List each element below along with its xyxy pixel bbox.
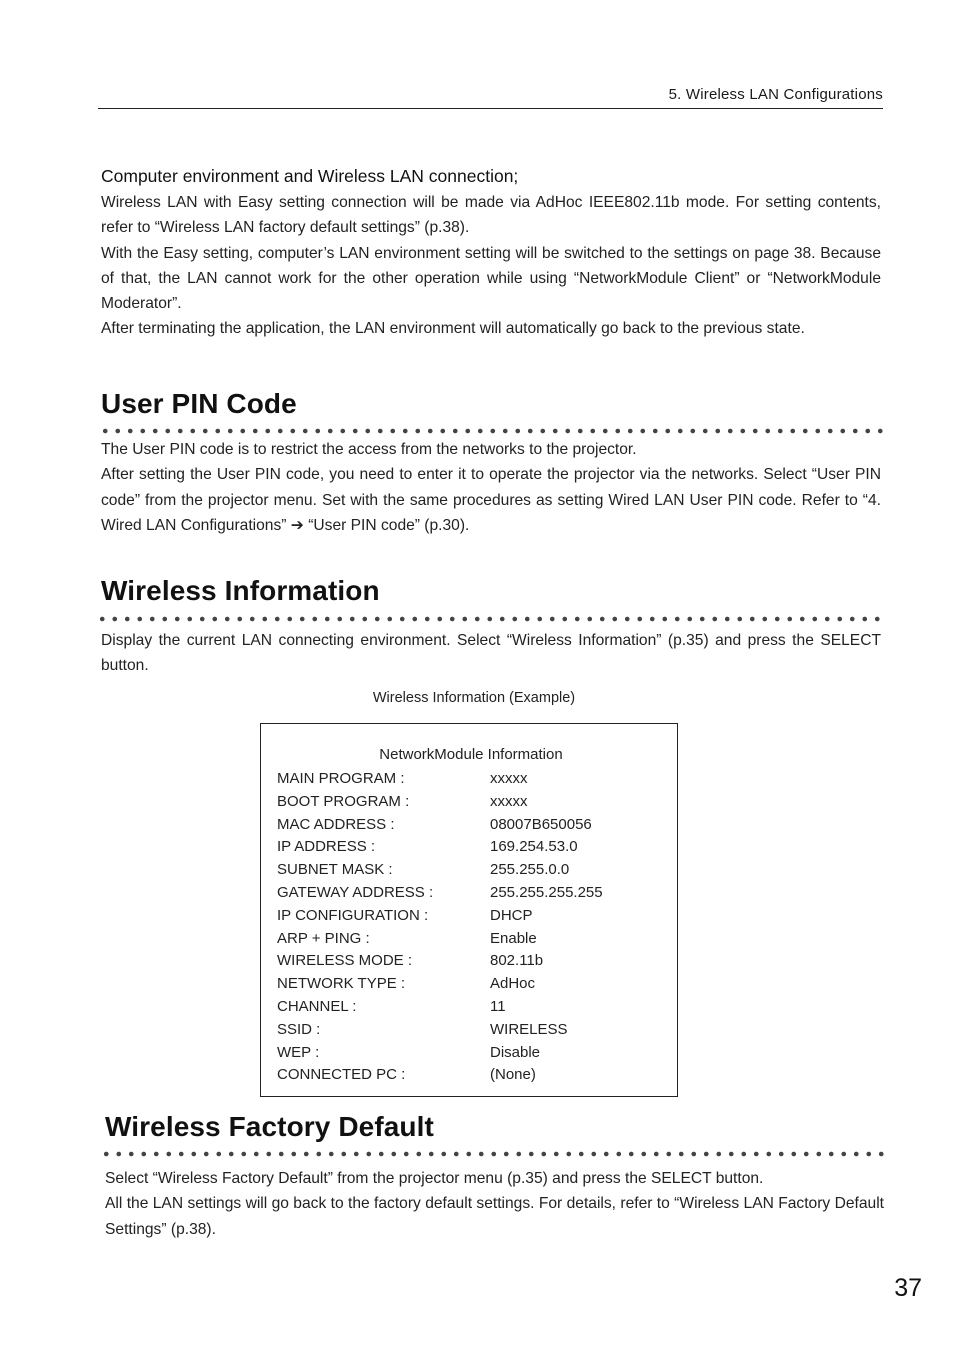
info-key: SSID : [277, 1020, 321, 1038]
dotted-rule [99, 428, 889, 434]
info-row [277, 1042, 603, 1065]
intro-heading: Computer environment and Wireless LAN connection; [101, 166, 519, 186]
info-row [277, 950, 603, 973]
info-key: IP ADDRESS : [277, 838, 376, 856]
info-row [277, 905, 603, 928]
factory-default-body [105, 1166, 884, 1242]
example-caption: Wireless Information (Example) [372, 690, 576, 706]
info-value: xxxxx [490, 792, 528, 810]
info-value: 255.255.255.255 [490, 883, 603, 901]
info-row [277, 973, 603, 996]
info-value: Enable [490, 929, 537, 947]
section-title-wireless-factory-default: Wireless Factory Default [105, 1111, 434, 1142]
intro-paragraph: Wireless LAN with Easy setting connection will be made via AdHoc IEEE802.11b mode. For setting contents, refer to “Wireless LAN factory default settings” (p.38). [101, 194, 881, 237]
info-row [277, 928, 603, 951]
info-value: AdHoc [490, 975, 536, 993]
info-row [277, 996, 603, 1019]
dotted-rule [100, 1151, 890, 1157]
factory-default-paragraph: Select “Wireless Factory Default” from the projector menu (p.35) and press the SELECT button. [105, 1170, 764, 1187]
factory-default-paragraph: All the LAN settings will go back to the factory default settings. For details, refer to “Wireless LAN Factory Default Settings” (p.38). [105, 1195, 884, 1238]
info-row [277, 882, 603, 905]
info-key: CONNECTED PC : [277, 1066, 406, 1084]
info-row [277, 814, 603, 837]
wireless-info-paragraph: Display the current LAN connecting environment. Select “Wireless Information” (p.35) and press the SELECT button. [101, 632, 881, 675]
info-box [260, 723, 678, 1097]
info-value: 802.11b [490, 952, 544, 970]
info-value: xxxxx [490, 770, 528, 787]
info-key: MAIN PROGRAM : [277, 770, 405, 787]
info-key: ARP + PING : [277, 929, 370, 947]
info-row [277, 1064, 603, 1087]
info-value: DHCP [490, 906, 533, 924]
running-header: 5. Wireless LAN Configurations [668, 86, 883, 103]
section-title-user-pin: User PIN Code [101, 388, 297, 419]
info-row [277, 791, 603, 814]
info-row [277, 768, 603, 791]
info-key: WIRELESS MODE : [277, 952, 413, 970]
page-number: 37 [894, 1274, 922, 1302]
info-row [277, 836, 603, 859]
info-value: 255.255.0.0 [490, 861, 570, 879]
info-row [277, 1019, 603, 1042]
info-key: IP CONFIGURATION : [277, 906, 429, 924]
info-value: 08007B650056 [490, 815, 592, 833]
info-key: GATEWAY ADDRESS : [277, 883, 434, 901]
header-rule [98, 108, 883, 109]
info-key: CHANNEL : [277, 997, 357, 1015]
info-rows [277, 768, 603, 1087]
section-title-wireless-information: Wireless Information [101, 575, 380, 606]
info-box-title: NetworkModule Information [379, 746, 563, 763]
info-value: 11 [490, 997, 506, 1015]
dotted-rule [96, 616, 886, 622]
wireless-info-body [101, 628, 881, 679]
info-key: WEP : [277, 1043, 320, 1061]
info-key: NETWORK TYPE : [277, 975, 406, 993]
intro-body [101, 190, 881, 342]
info-row [277, 859, 603, 882]
info-value: Disable [490, 1043, 541, 1061]
intro-paragraph: After terminating the application, the LAN environment will automatically go back to the previous state. [101, 320, 805, 338]
user-pin-body [101, 437, 881, 538]
info-value: 169.254.53.0 [490, 838, 578, 856]
info-value: WIRELESS [490, 1020, 568, 1038]
user-pin-paragraph: The User PIN code is to restrict the access from the networks to the projector. [101, 441, 637, 458]
user-pin-paragraph: After setting the User PIN code, you need to enter it to operate the projector via the networks. Select “User PIN code” from the projector menu. Set with the same procedures as setting Wired LAN User PIN code. Refer to “4. Wired LAN Configurations” ➔ “User PIN code” (p.30). [101, 466, 881, 534]
info-value: (None) [490, 1066, 536, 1084]
info-key: MAC ADDRESS : [277, 815, 395, 833]
info-key: SUBNET MASK : [277, 861, 393, 879]
info-key: BOOT PROGRAM : [277, 792, 410, 810]
intro-paragraph: With the Easy setting, computer’s LAN environment setting will be switched to the settings on page 38. Because of that, the LAN cannot work for the other operation while using “NetworkModule Client” or “NetworkModule Moderator”. [101, 244, 881, 313]
